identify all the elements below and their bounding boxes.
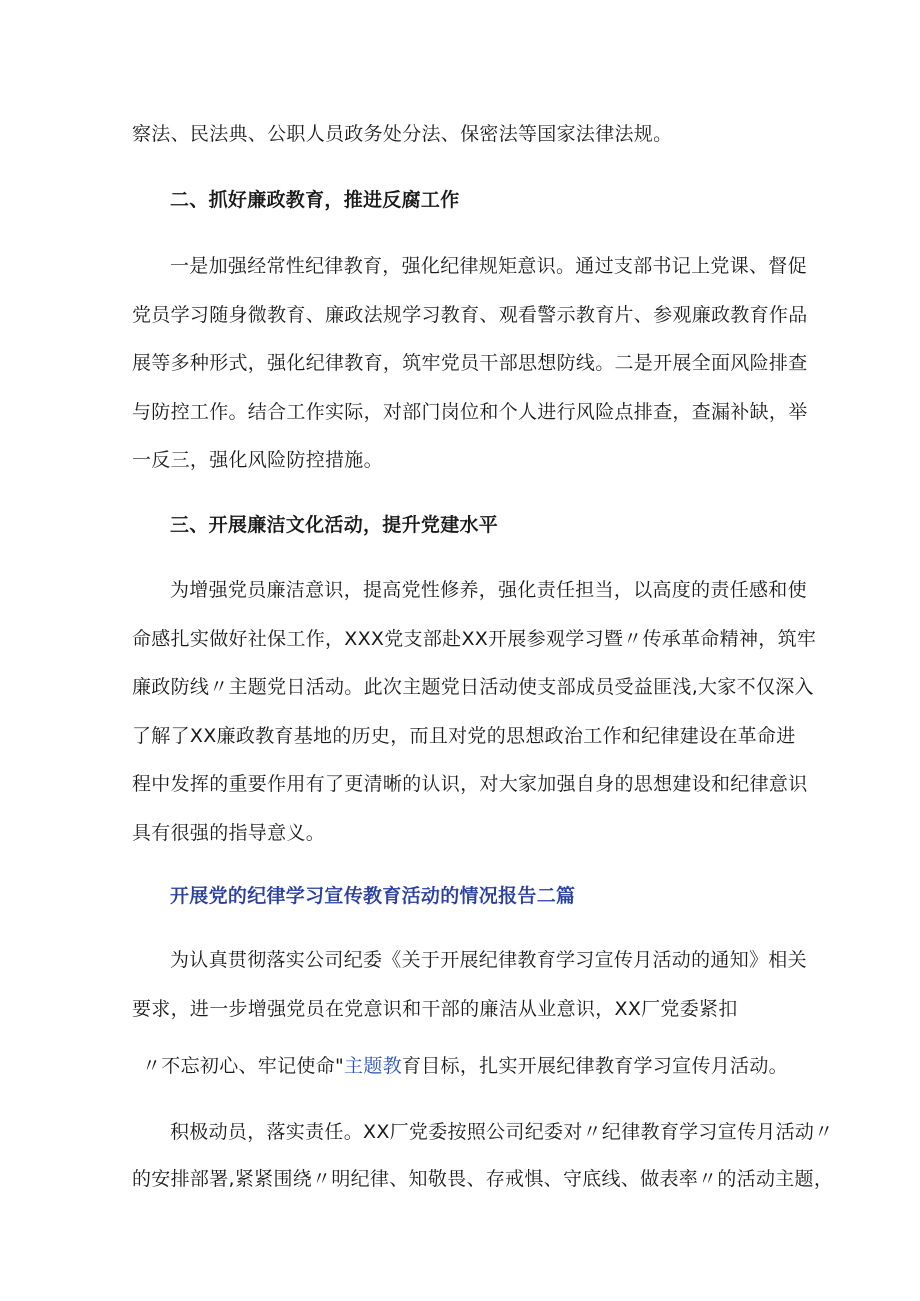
quote-text: 〃不忘初心、牢记使命": [142, 1055, 345, 1077]
paragraph-line: 具有很强的指导意义。: [132, 822, 326, 844]
report-title: 开展党的纪律学习宣传教育活动的情况报告二篇: [170, 885, 576, 907]
paragraph-line: 要求，进一步增强党员在党意识和干部的廉洁从业意识，XX厂党委紧扣: [132, 998, 738, 1020]
paragraph-line: 党员学习随身微教育、廉政法规学习教育、观看警示教育片、参观廉政教育作品: [132, 304, 808, 326]
paragraph-line: 展等多种形式，强化纪律教育，筑牢党员干部思想防线。二是开展全面风险排查: [132, 352, 808, 374]
paragraph-line: 一反三，强化风险防控措施。: [132, 449, 383, 471]
paragraph-line: 廉政防线〃主题党日活动。此次主题党日活动使支部成员受益匪浅,大家不仅深入: [132, 676, 814, 698]
paragraph-text: 育目标，扎实开展纪律教育学习宣传月活动。: [401, 1055, 788, 1077]
section-heading: 二、抓好廉政教育，推进反腐工作: [170, 189, 460, 211]
paragraph-line: [142, 1053, 788, 1079]
paragraph-line: 察法、民法典、公职人员政务处分法、保密法等国家法律法规。: [132, 123, 673, 145]
paragraph-line: 为增强党员廉洁意识，提高党性修养，强化责任担当，以高度的责任感和使: [170, 579, 807, 601]
paragraph-line: 一是加强经常性纪律教育，强化纪律规矩意识。通过支部书记上党课、督促: [170, 255, 807, 277]
paragraph-line: 积极动员，落实责任。XX厂党委按照公司纪委对〃纪律教育学习宣传月活动〃: [170, 1121, 834, 1143]
paragraph-line: 与防控工作。结合工作实际，对部门岗位和个人进行风险点排查，查漏补缺，举: [132, 401, 808, 423]
paragraph-line: 为认真贯彻落实公司纪委《关于开展纪律教育学习宣传月活动的通知》相关: [170, 949, 807, 971]
highlight-link[interactable]: 主题教: [344, 1055, 402, 1077]
paragraph-line: 了解了XX廉政教育基地的历史，而且对党的思想政治工作和纪律建设在革命进: [132, 725, 796, 747]
paragraph-line: 命感扎实做好社保工作，XXX党支部赴XX开展参观学习暨〃传承革命精神，筑牢: [132, 628, 817, 650]
paragraph-line: 的安排部署,紧紧围绕〃明纪律、知敬畏、存戒惧、守底线、做表率〃的活动主题，: [132, 1168, 834, 1190]
section-heading: 三、开展廉洁文化活动，提升党建水平: [170, 514, 499, 536]
paragraph-line: 程中发挥的重要作用有了更清晰的认识，对大家加强自身的思想建设和纪律意识: [132, 773, 808, 795]
